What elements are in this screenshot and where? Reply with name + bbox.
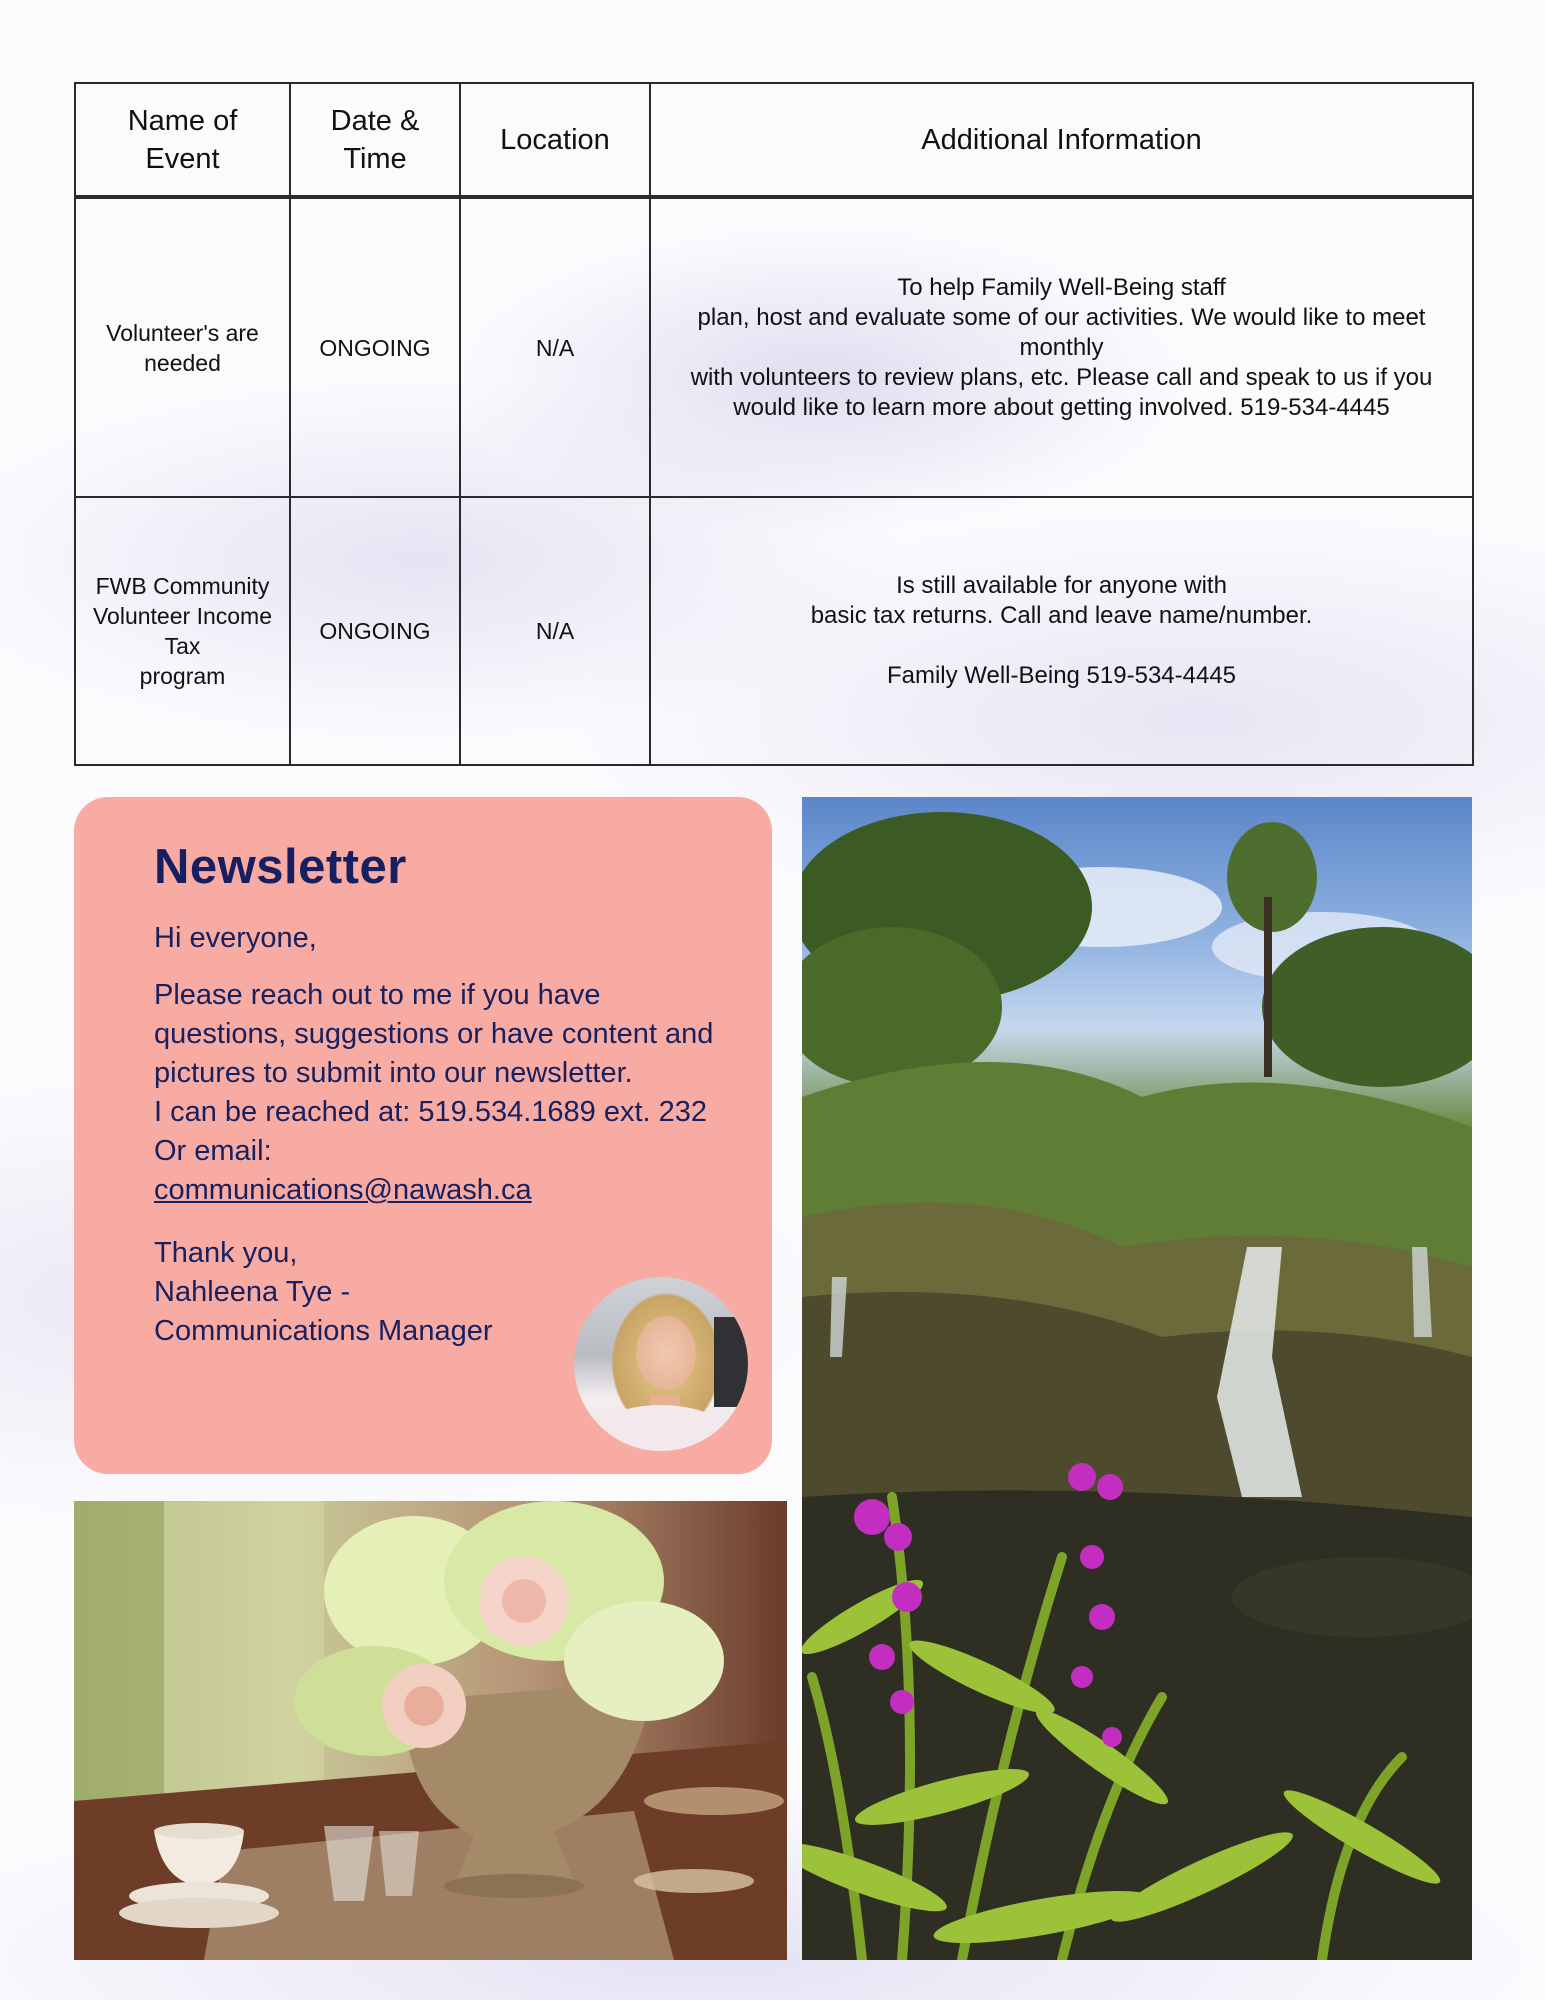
newsletter-card [74, 797, 772, 1474]
header-name-of-event: Name of Event [75, 83, 290, 197]
event-location: N/A [460, 197, 650, 497]
event-info: To help Family Well-Being staff plan, host and evaluate some of our activities. We would like to meet monthly with volunteers to review plans, etc. Please call and speak to us if you would like to learn more about getting involved. 519-534-4445 [650, 197, 1473, 497]
table-row [75, 197, 1473, 497]
event-location: N/A [460, 497, 650, 765]
avatar-shoulder-shape [584, 1405, 738, 1451]
events-table [74, 82, 1474, 766]
event-date: ONGOING [290, 497, 460, 765]
waterfall-photo [802, 797, 1472, 1960]
header-date-time: Date & Time [290, 83, 460, 197]
event-name: Volunteer's are needed [75, 197, 290, 497]
email-link[interactable]: communications@nawash.ca [154, 1174, 532, 1206]
event-name: FWB Community Volunteer Income Tax program [75, 497, 290, 765]
flower-arrangement-photo [74, 1501, 787, 1960]
newsletter-body-text: Please reach out to me if you have questions, suggestions or have content and pictures to submit into our newsletter. I can be reached at: 519.534.1689 ext. 232 Or email: [154, 979, 714, 1167]
event-date: ONGOING [290, 197, 460, 497]
table-row [75, 497, 1473, 765]
newsletter-title: Newsletter [154, 840, 407, 894]
event-info: Is still available for anyone with basic tax returns. Call and leave name/number. Family Well-Being 519-534-4445 [650, 497, 1473, 765]
table-header-row [75, 83, 1473, 197]
avatar [574, 1277, 748, 1451]
newsletter-signoff: Thank you, Nahleena Tye - Communications Manager [154, 1237, 493, 1347]
newsletter-greeting: Hi everyone, [154, 922, 317, 954]
avatar-background-shape [714, 1317, 748, 1407]
header-location: Location [460, 83, 650, 197]
newsletter-body [154, 976, 732, 1210]
header-additional-information: Additional Information [650, 83, 1473, 197]
